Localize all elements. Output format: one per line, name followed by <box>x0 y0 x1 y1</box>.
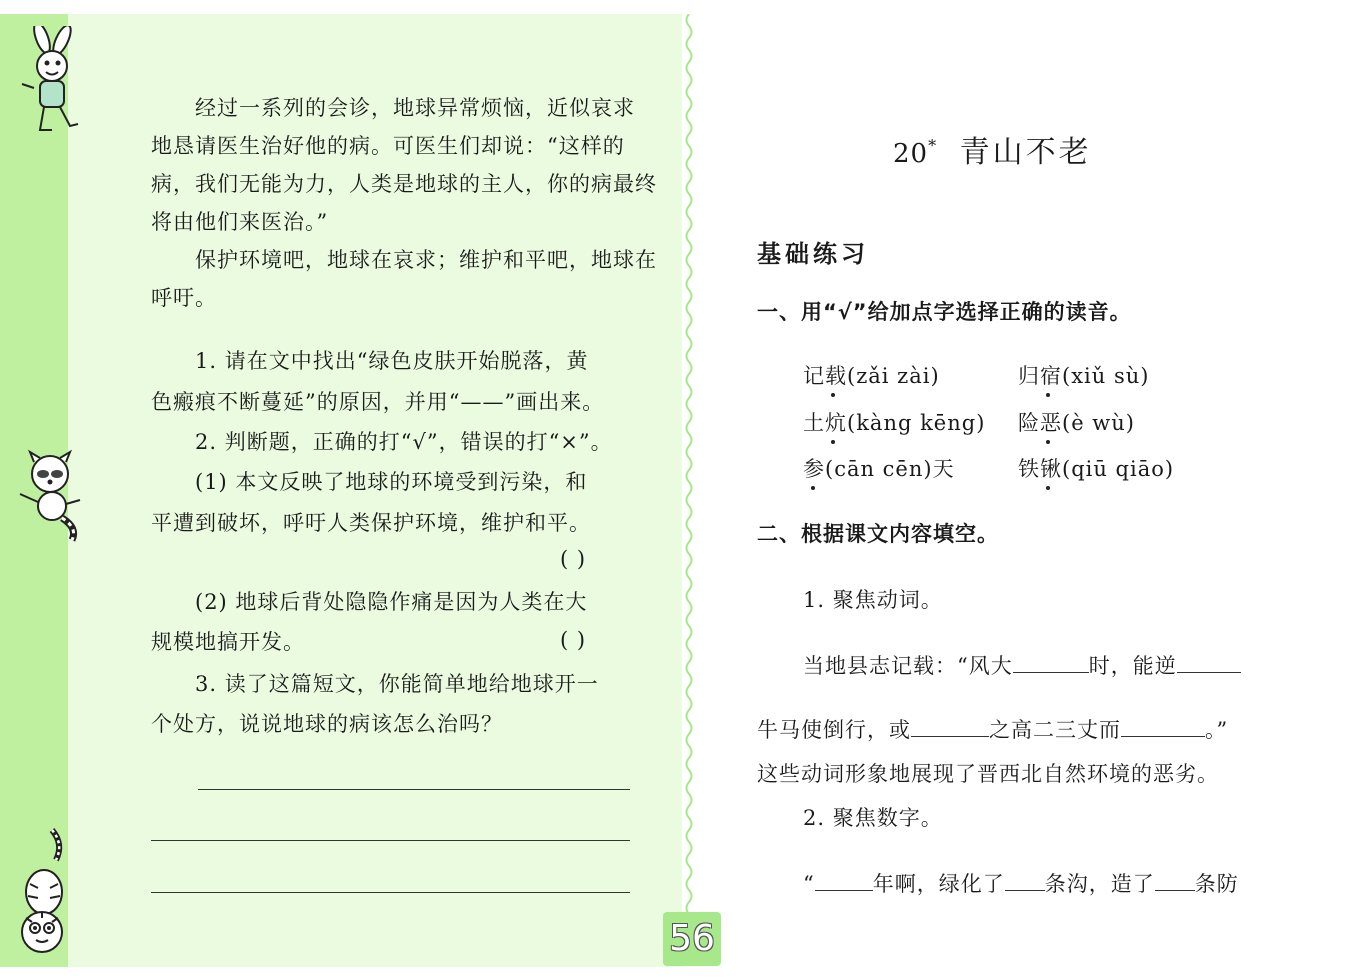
question-line: 2. 判断题，正确的打“√”，错误的打“×”。 <box>195 430 613 454</box>
pinyin-item: 参(cān cēn)天 <box>803 457 955 481</box>
question-line: 色瘢痕不断蔓延”的原因，并用“——”画出来。 <box>151 390 605 414</box>
lesson-title: 青山不老 <box>959 135 1092 170</box>
answer-line[interactable] <box>151 892 630 893</box>
sub-question-1: 1. 聚焦动词。 <box>803 588 943 612</box>
fill-line-3: 这些动词形象地展现了晋西北自然环境的恶劣。 <box>757 762 1219 786</box>
fill-blank[interactable] <box>1005 889 1045 891</box>
question-line: 规模地搞开发。 <box>151 630 305 654</box>
answer-parentheses[interactable]: ( ) <box>560 547 587 571</box>
emphasis-dot <box>811 486 815 490</box>
raccoon-mascot-icon <box>10 448 90 550</box>
pinyin-item: 记载(zǎi zài) <box>803 364 940 388</box>
fill-text: 当地县志记载：“风大 <box>803 654 1013 678</box>
answer-line[interactable] <box>198 789 630 790</box>
page-spine <box>682 14 696 967</box>
q1-title: 一、用“√”给加点字选择正确的读音。 <box>757 300 1132 324</box>
fill-blank[interactable] <box>1155 889 1195 891</box>
fill-text: “ <box>803 872 815 896</box>
fill-blank[interactable] <box>1177 671 1241 673</box>
fill-text: 条沟，造了 <box>1044 872 1155 896</box>
emphasis-dot <box>831 440 835 444</box>
question-line: (1) 本文反映了地球的环境受到污染，和 <box>195 470 588 494</box>
lesson-mark: * <box>928 136 940 155</box>
pinyin-item: 土炕(kàng kēng) <box>803 411 986 435</box>
left-paragraph-line: 经过一系列的会诊，地球异常烦恼，近似哀求 <box>195 96 635 120</box>
section-basic-title: 基础练习 <box>757 240 869 268</box>
fill-text: 时，能逆 <box>1088 654 1177 678</box>
emphasis-dot <box>1046 486 1050 490</box>
fill-blank[interactable] <box>1013 671 1089 673</box>
left-paragraph-line: 将由他们来医治。” <box>151 210 329 234</box>
question-line: 3. 读了这篇短文，你能简单地给地球开一 <box>195 672 599 696</box>
answer-line[interactable] <box>151 840 630 841</box>
question-line: 1. 请在文中找出“绿色皮肤开始脱落，黄 <box>195 349 589 373</box>
fill-text: 牛马使倒行，或 <box>757 718 911 742</box>
fill-text: 之高二三丈而 <box>989 718 1121 742</box>
fill-line-4 <box>803 874 1239 895</box>
fill-line-1 <box>803 656 1241 677</box>
emphasis-dot <box>831 393 835 397</box>
fill-text: 条防 <box>1194 872 1239 896</box>
page-number: 56 <box>663 912 721 966</box>
pinyin-item: 险恶(è wù) <box>1018 411 1135 435</box>
fill-blank[interactable] <box>1121 735 1205 737</box>
left-paragraph-line: 呼吁。 <box>151 286 217 310</box>
fill-line-2 <box>757 720 1228 741</box>
pinyin-item: 归宿(xiǔ sù) <box>1018 364 1150 388</box>
lesson-heading <box>893 135 1092 170</box>
fill-text: 。” <box>1205 718 1229 742</box>
lesson-number: 20 <box>893 139 929 169</box>
question-line: 平遭到破坏，呼吁人类保护环境，维护和平。 <box>151 511 591 535</box>
tiger-mascot-icon <box>12 820 78 970</box>
fill-text: 年啊，绿化了 <box>872 872 1005 896</box>
sub-question-2: 2. 聚焦数字。 <box>803 806 943 830</box>
fill-blank[interactable] <box>911 735 989 737</box>
emphasis-dot <box>1046 393 1050 397</box>
emphasis-dot <box>1046 440 1050 444</box>
pinyin-item: 铁锹(qiū qiāo) <box>1018 457 1175 481</box>
left-paragraph-line: 病，我们无能为力，人类是地球的主人，你的病最终 <box>151 172 657 196</box>
answer-parentheses[interactable]: ( ) <box>560 628 587 652</box>
fill-blank[interactable] <box>815 889 873 891</box>
rabbit-mascot-icon <box>12 26 88 140</box>
left-paragraph-line: 保护环境吧，地球在哀求；维护和平吧，地球在 <box>195 248 657 272</box>
question-line: (2) 地球后背处隐隐作痛是因为人类在大 <box>195 590 588 614</box>
q2-title: 二、根据课文内容填空。 <box>757 522 999 546</box>
question-line: 个处方，说说地球的病该怎么治吗？ <box>151 712 503 736</box>
left-paragraph-line: 地恳请医生治好他的病。可医生们却说：“这样的 <box>151 134 625 158</box>
